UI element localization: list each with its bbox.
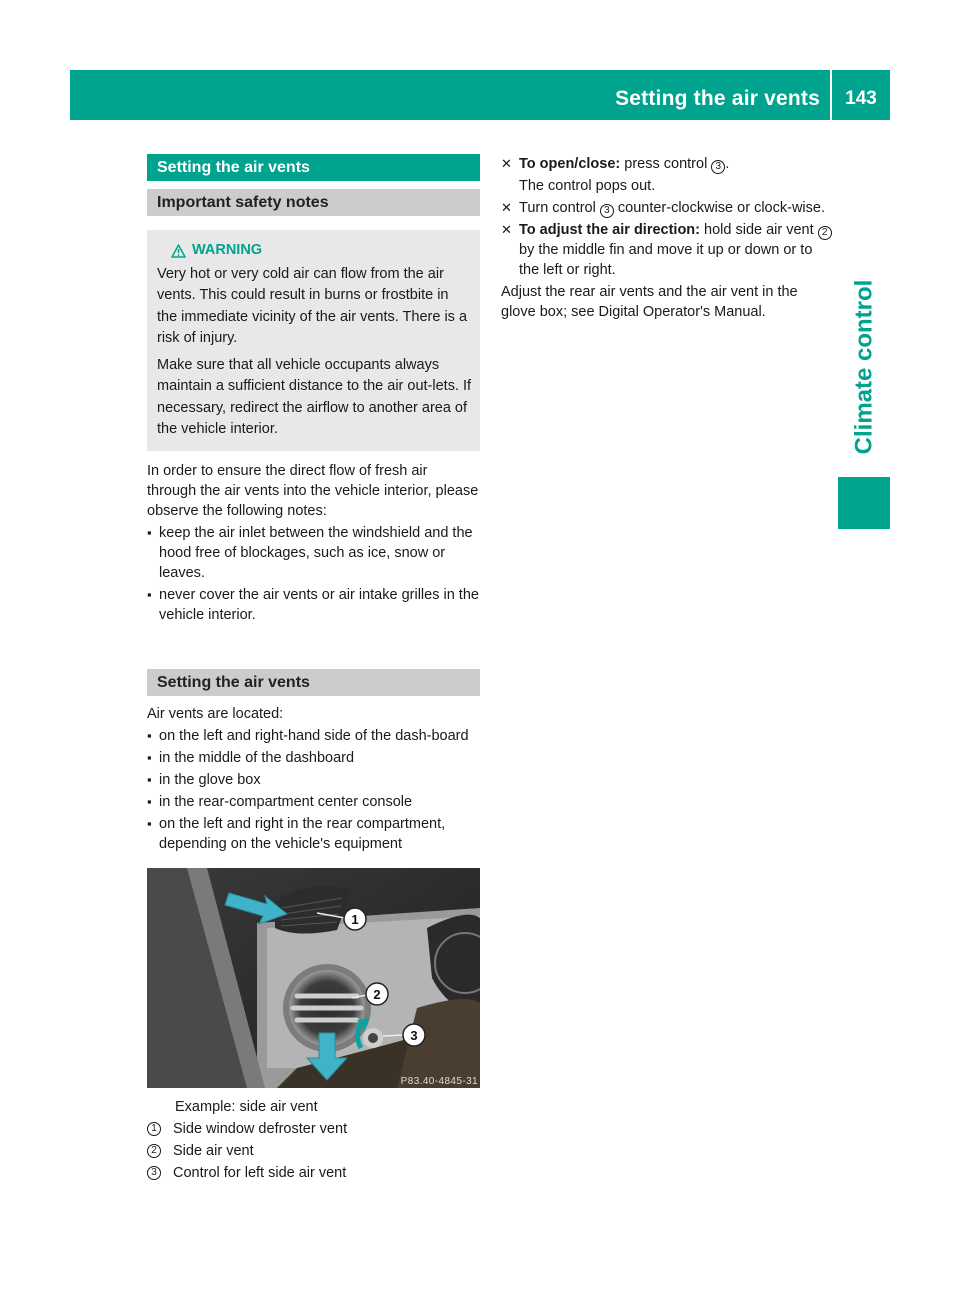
step-text: . (725, 156, 730, 172)
legend-number: 1 (147, 1122, 161, 1136)
list-item: ▪ never cover the air vents or air intake grilles in the vehicle interior. (147, 585, 480, 625)
legend-text: Control for left side air vent (173, 1164, 347, 1181)
control-number: 2 (818, 226, 832, 240)
list-item: ▪ on the left and right-hand side of the dash-board (147, 726, 480, 746)
warning-triangle-icon (171, 244, 186, 258)
air-vent-figure (147, 868, 480, 1088)
locations-intro: Air vents are located: (147, 705, 284, 722)
legend-item (147, 1140, 480, 1162)
control-number: 3 (711, 160, 725, 174)
legend-text: Side air vent (173, 1142, 254, 1159)
subheading-setting-air-vents: Setting the air vents (147, 669, 480, 696)
closing-note: Adjust the rear air vents and the air vent in the glove box; see Digital Operator's Manual. (501, 284, 798, 320)
page-number: 143 (845, 88, 877, 109)
step-arrow-icon: ✕ (501, 156, 512, 171)
side-air-vent-illustration (147, 868, 480, 1088)
warning-text-2: Make sure that all vehicle occupants always maintain a sufficient distance to the air out-lets. If necessary, redirect the airflow to another area of the vehicle interior. (157, 356, 472, 437)
chapter-tab-label: Climate control (850, 279, 878, 455)
step-text: press control (624, 156, 708, 172)
list-item: ▪ in the rear-compartment center console (147, 792, 480, 812)
step-arrow-icon: ✕ (501, 200, 512, 215)
figure-callout-3: 3 (410, 1027, 418, 1043)
list-item: ▪ in the glove box (147, 770, 480, 790)
list-item: ▪ keep the air inlet between the windshield and the hood free of blockages, such as ice, snow or leaves. (147, 523, 480, 583)
subheading-important-safety-notes: Important safety notes (147, 189, 480, 216)
locations-list (147, 726, 480, 854)
legend-text: Side window defroster vent (173, 1120, 348, 1137)
figure-code: P83.40-4845-31 (400, 1075, 478, 1087)
list-item: ▪ in the middle of the dashboard (147, 748, 480, 768)
step-text: by the middle fin and move it up or down or to the left or right. (519, 242, 813, 278)
figure-callout-1: 1 (351, 911, 359, 927)
step-turn-control (501, 198, 834, 218)
right-column (501, 154, 834, 322)
warning-label: WARNING (192, 242, 263, 258)
section-heading-setting-air-vents: Setting the air vents (147, 154, 480, 181)
list-item: ▪ on the left and right in the rear compartment, depending on the vehicle's equipment (147, 814, 480, 854)
figure-callout-2: 2 (373, 986, 381, 1002)
step-text: Turn control (519, 200, 596, 216)
notes-intro: In order to ensure the direct flow of fresh air through the air vents into the vehicle interior, please observe the following notes: (147, 462, 479, 519)
instruction-steps (501, 198, 834, 280)
control-number: 3 (600, 204, 614, 218)
instruction-steps (501, 154, 834, 174)
warning-header (171, 240, 472, 262)
chapter-tab (838, 262, 890, 472)
legend-item (147, 1162, 480, 1184)
figure-caption: Example: side air vent (175, 1098, 318, 1115)
step-label: To open/close: (519, 156, 621, 172)
notes-list (147, 523, 480, 625)
step-label: To adjust the air direction: (519, 222, 700, 238)
warning-box (147, 230, 480, 451)
step-adjust-direction (501, 220, 834, 280)
left-column (147, 154, 480, 1184)
legend-number: 3 (147, 1166, 161, 1180)
header-title: Setting the air vents (615, 87, 820, 110)
legend-number: 2 (147, 1144, 161, 1158)
legend-item (147, 1118, 480, 1140)
step-arrow-icon: ✕ (501, 222, 512, 237)
step-text: hold side air vent (704, 222, 814, 238)
step-open-close (501, 154, 834, 174)
page-header (70, 70, 890, 120)
step-text: counter-clockwise or clock-wise. (617, 200, 825, 216)
warning-text-1: Very hot or very cold air can flow from the air vents. This could result in burns or frostbite in the immediate vicinity of the air vents. There is a risk of injury. (157, 265, 468, 346)
step-result: The control pops out. (519, 178, 656, 194)
chapter-tab-marker (838, 477, 890, 529)
